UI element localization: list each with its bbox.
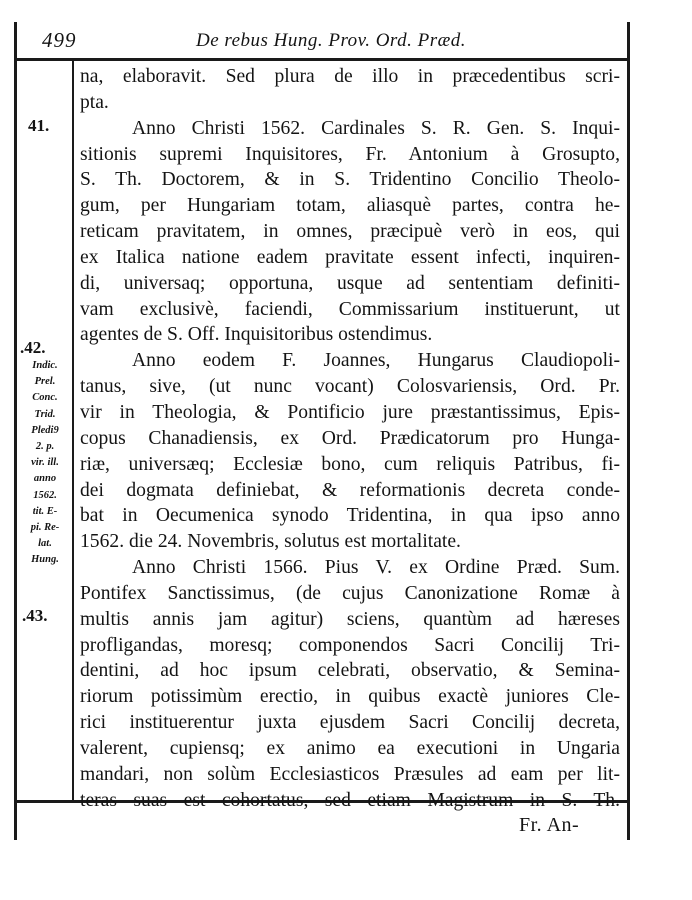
text-line: riæ, universæq; Ecclesiæ bono, cum reliquis Patribus, fi- [80, 453, 620, 475]
margin-note-line: Prel. [34, 376, 56, 388]
text-line: sitionis supremi Inquisitores, Fr. Antonium à Grosupto, [80, 143, 620, 165]
paragraph-start-line: Anno Christi 1562. Cardinales S. R. Gen. S. Inqui- [132, 117, 620, 139]
text-line: dei dogmata definiebat, & reformationis decreta conde- [80, 479, 620, 501]
margin-note-line: lat. [38, 538, 52, 550]
text-line: S. Th. Doctorem, & in S. Tridentino Concilio Theolo- [80, 169, 620, 191]
margin-note [18, 358, 72, 569]
text-line: pta. [80, 91, 109, 113]
catchword: Fr. An- [519, 814, 580, 836]
frame-left-rule [14, 22, 17, 840]
margin-note-line: Pledi9 [31, 424, 59, 436]
margin-note-line: vir. ill. [31, 457, 59, 469]
margin-note-line: Indic. [32, 360, 58, 371]
text-line: na, elaboravit. Sed plura de illo in præcedentibus scri- [80, 66, 620, 87]
margin-note-line: Trid. [34, 408, 56, 420]
text-line: vam exclusivè, faciendi, Commissarium instituerunt, ut [80, 298, 620, 320]
text-line: vir in Theologia, & Pontificio jure præstantissimus, Epis- [80, 401, 620, 423]
paragraph-start-line: Anno eodem F. Joannes, Hungarus Claudiopoli- [132, 350, 620, 372]
text-line: bat in Oecumenica synodo Tridentina, in qua ipso anno [80, 505, 620, 527]
text-line: mandari, non solùm Ecclesiasticos Præsules ad eam per lit- [80, 763, 620, 785]
text-line: multis annis jam agitur) sciens, quantùm ad hæreses [80, 608, 620, 630]
margin-note-line: pi. Re- [30, 522, 60, 534]
paragraph-start-line: Anno Christi 1566. Pius V. ex Ordine Præd. Sum. [132, 557, 620, 579]
margin-note-line: anno [33, 473, 57, 485]
text-line: profligandas, moresq; componendos Sacri Concilij Tri- [80, 634, 620, 656]
margin-note-line: 1562. [33, 489, 57, 501]
running-head: De rebus Hung. Prov. Ord. Præd. [196, 30, 467, 51]
text-line: agentes de S. Off. Inquisitoribus ostendimus. [80, 324, 433, 346]
section-number-42: .42. [20, 338, 46, 357]
section-number-43: .43. [22, 606, 48, 625]
frame-right-rule [627, 22, 630, 840]
text-line: di, universaq; opportuna, usque ad sententiam definiti- [80, 272, 620, 294]
text-line: copus Chanadiensis, ex Ord. Prædicatorum pro Hunga- [80, 427, 620, 449]
text-line: ex Italica natione eadem pravitate essent infecti, inquiren- [80, 246, 620, 268]
margin-note-line: Conc. [32, 392, 58, 404]
page-number: 499 [42, 28, 77, 52]
text-line: 1562. die 24. Novembris, solutus est mortalitate. [80, 531, 461, 553]
text-line: gum, per Hungariam totam, aliasquè partes, contra he- [80, 195, 620, 217]
section-number-41: 41. [28, 116, 50, 135]
header-rule [14, 58, 630, 61]
text-line: valerent, cupiensq; ex animo ea executioni in Ungaria [80, 737, 620, 759]
text-line: Pontifex Sanctissimus, (de cujus Canonizatione Romæ à [80, 582, 620, 604]
text-line: riorum potissimùm erectio, in quibus exactè juniores Cle- [80, 686, 620, 708]
text-line: reticam pravitatem, in omnes, præcipuè verò in eos, qui [80, 221, 620, 243]
margin-column-rule [72, 60, 74, 800]
body-text [80, 64, 620, 813]
text-line: tanus, sive, (ut nunc vocant) Colosvariensis, Ord. Pr. [80, 376, 620, 398]
margin-note-line: 2. p. [35, 441, 55, 453]
text-line: teras suas est cohortatus, sed etiam Magistrum in S. Th. [80, 789, 620, 811]
margin-note-line: tit. E- [32, 505, 58, 517]
text-line: dentini, ad hoc ipsum celebrati, observatio, & Semina- [80, 660, 620, 682]
text-line: rici instituerentur juxta ejusdem Sacri Concilij decreta, [80, 712, 620, 734]
margin-note-line: Hung. [31, 554, 59, 566]
